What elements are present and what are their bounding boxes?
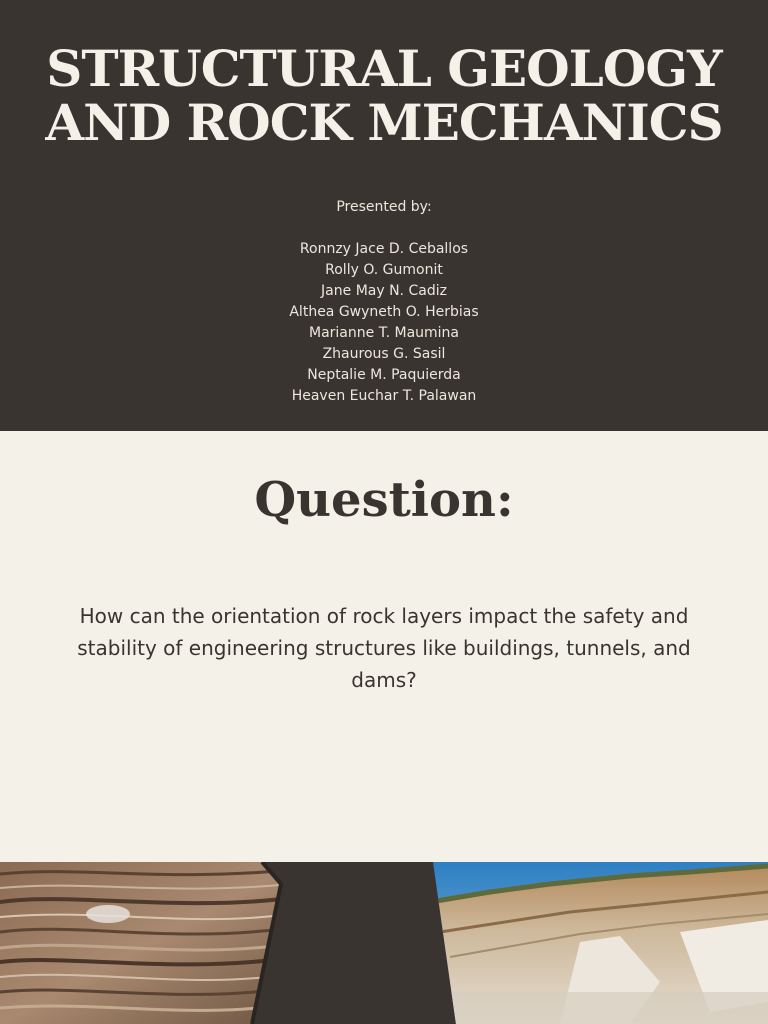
presenter-name: Althea Gwyneth O. Herbias	[289, 304, 479, 320]
layered-rock-closeup-photo	[0, 862, 300, 1024]
title-section	[0, 0, 768, 431]
presenter-name: Neptalie M. Paquierda	[307, 367, 461, 383]
question-text: How can the orientation of rock layers impact the safety and stability of engineering structures like buildings, tunnels, and dams?	[77, 604, 691, 692]
presenter-name: Marianne T. Maumina	[309, 325, 459, 341]
title-line-2: AND ROCK MECHANICS	[45, 93, 723, 152]
image-strip	[0, 862, 768, 1024]
question-heading: Question:	[254, 472, 514, 528]
rock-cliff-outcrop-photo	[430, 862, 768, 1024]
presenter-name: Rolly O. Gumonit	[325, 262, 443, 278]
presented-by-label: Presented by:	[336, 199, 432, 215]
page-title	[0, 39, 768, 152]
presenter-name: Jane May N. Cadiz	[321, 283, 447, 299]
presenter-name: Ronnzy Jace D. Ceballos	[299, 241, 469, 257]
presenter-list	[0, 239, 768, 407]
presenter-name: Heaven Euchar T. Palawan	[291, 388, 477, 404]
presenter-name: Zhaurous G. Sasil	[322, 346, 446, 362]
title-line-1: STRUCTURAL GEOLOGY	[46, 39, 722, 98]
